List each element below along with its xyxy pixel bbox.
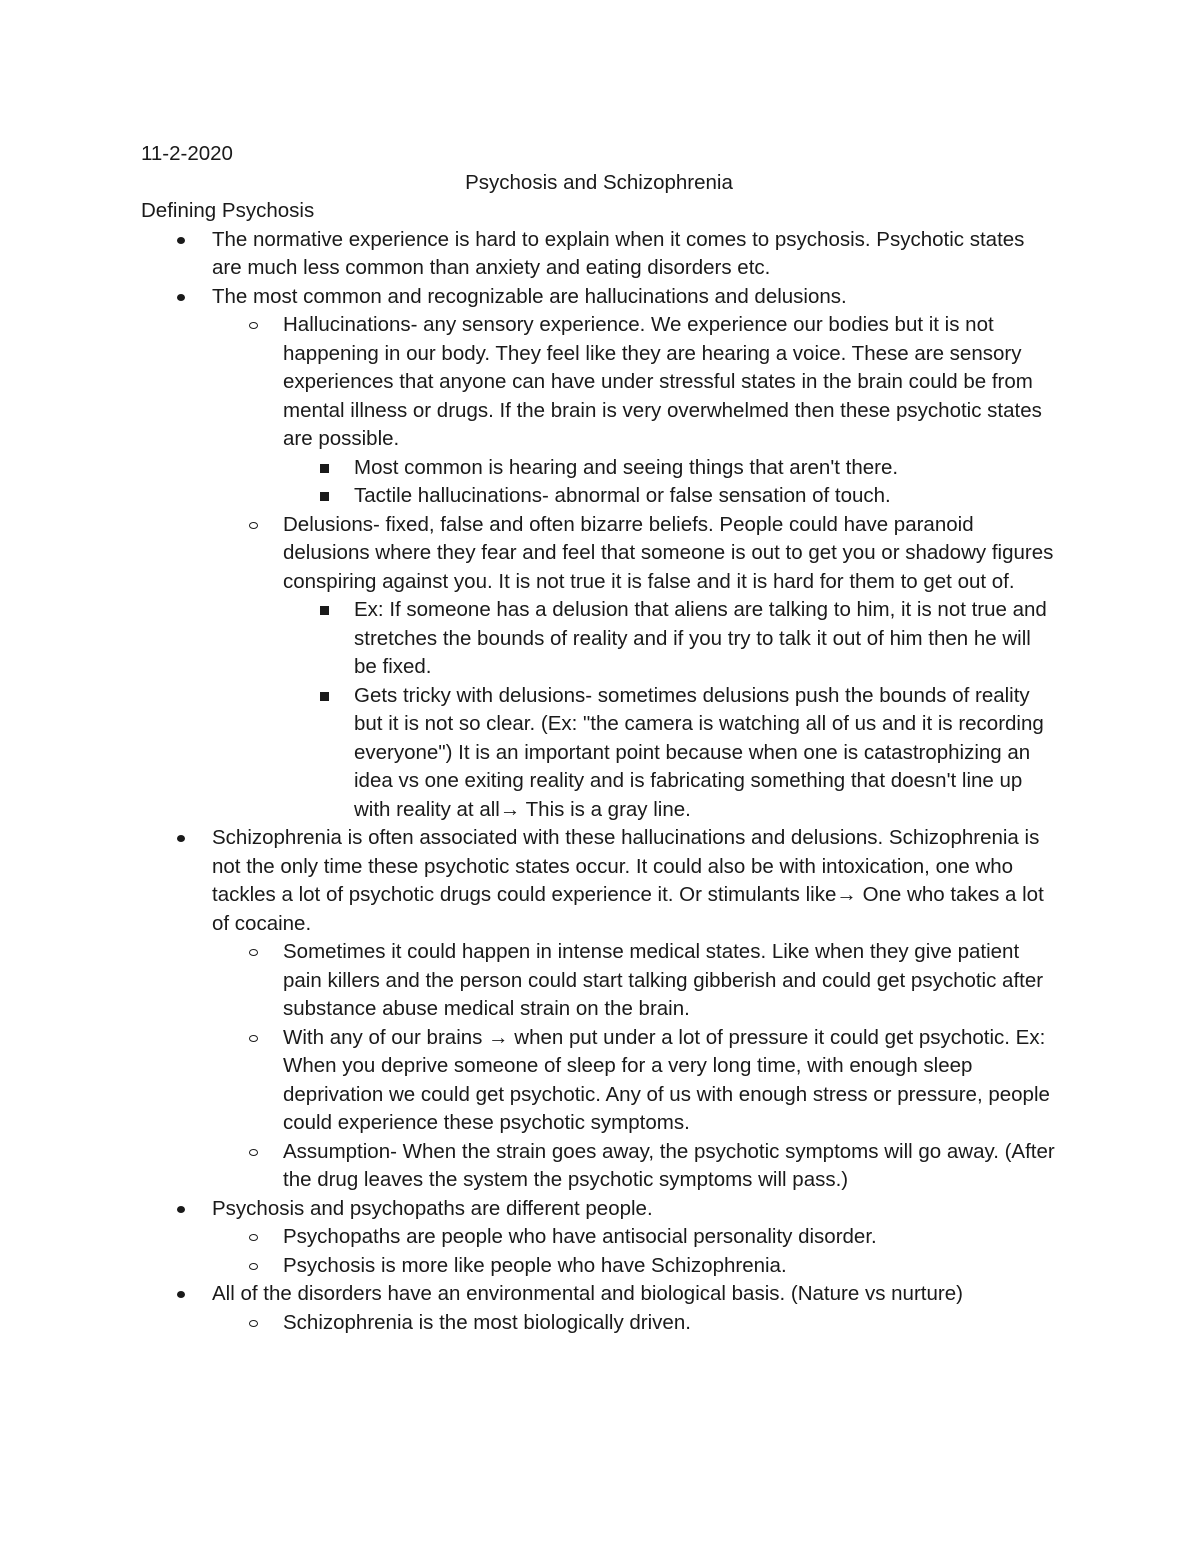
bullet-text: Psychosis and psychopaths are different people. — [212, 1196, 653, 1220]
sub-bullet-list — [141, 938, 1057, 1195]
document-body — [141, 140, 1081, 1337]
bullet-text: Most common is hearing and seeing things that aren't there. — [354, 455, 899, 479]
bullet-text: Delusions- fixed, false and often bizarre beliefs. People could have paranoid delusions where they fear and feel that someone is out to get you or shadowy figures conspiring against you. It is not true it is false and it is hard for them to get out of. — [283, 512, 1054, 593]
sub-bullet-item — [212, 1309, 1057, 1338]
sub-sub-bullet-list — [212, 454, 1057, 511]
document-title: Psychosis and Schizophrenia — [465, 170, 733, 194]
bullet-text: Ex: If someone has a delusion that aliens are talking to him, it is not true and stretches the bounds of reality and if you try to talk it out of him then he will be fixed. — [354, 598, 1047, 678]
circle-bullet-icon — [249, 1149, 258, 1156]
bullet-text: With any of our brains → when put under a lot of pressure it could get psychotic. Ex: When you deprive someone of sleep for a very long time, with enough sleep deprivation we could get psychotic. Any of us with enough stress or pressure, people could experience these psychotic symptoms. — [283, 1025, 1050, 1134]
square-bullet-icon — [320, 606, 329, 615]
document-date: 11-2-2020 — [141, 142, 233, 165]
bullet-item — [141, 283, 1057, 825]
bullet-text: Psychosis is more like people who have Schizophrenia. — [283, 1253, 787, 1277]
square-bullet-icon — [320, 464, 329, 473]
sub-sub-bullet-item — [283, 482, 1057, 511]
bullet-text: The most common and recognizable are hallucinations and delusions. — [212, 284, 847, 308]
bullet-text: Schizophrenia is the most biologically driven. — [283, 1310, 691, 1334]
disc-bullet-icon — [177, 294, 185, 301]
bullet-text: All of the disorders have an environmental and biological basis. (Nature vs nurture) — [212, 1282, 963, 1305]
bullet-text: Hallucinations- any sensory experience. We experience our bodies but it is not happening in our body. They feel like they are hearing a voice. These are sensory experiences that anyone can have under stressful states in the brain could be from mental illness or drugs. If the brain is very overwhelmed then these psychotic states are possible. — [283, 313, 1042, 450]
bullet-item — [141, 824, 1057, 1195]
bullet-text: The normative experience is hard to explain when it comes to psychosis. Psychotic states are much less common than anxiety and eating disorders etc. — [212, 227, 1025, 279]
disc-bullet-icon — [177, 1206, 185, 1213]
section-heading: Defining Psychosis — [141, 199, 315, 222]
circle-bullet-icon — [249, 1035, 258, 1042]
sub-sub-bullet-item — [283, 682, 1057, 825]
sub-bullet-list — [141, 311, 1057, 824]
square-bullet-icon — [320, 492, 329, 501]
circle-bullet-icon — [249, 1234, 258, 1241]
sub-bullet-item — [212, 1223, 1057, 1252]
bullet-text: Assumption- When the strain goes away, the psychotic symptoms will go away. (After the drug leaves the system the psychotic symptoms will pass.) — [283, 1139, 1055, 1191]
sub-bullet-list — [141, 1223, 1057, 1280]
disc-bullet-icon — [177, 1291, 185, 1298]
bullet-text: Sometimes it could happen in intense medical states. Like when they give patient pain killers and the person could start talking gibberish and could get psychotic after substance abuse medical strain on the brain. — [283, 940, 1044, 1020]
bullet-item — [141, 1195, 1057, 1281]
bullet-text: Tactile hallucinations- abnormal or false sensation of touch. — [354, 484, 891, 507]
square-bullet-icon — [320, 692, 329, 701]
bullet-list — [141, 226, 1057, 1338]
sub-bullet-item — [212, 1138, 1057, 1195]
circle-bullet-icon — [249, 1320, 258, 1327]
sub-bullet-item — [212, 511, 1057, 825]
bullet-text: Psychopaths are people who have antisocial personality disorder. — [283, 1225, 877, 1248]
bullet-item — [141, 226, 1057, 283]
sub-bullet-item — [212, 1024, 1057, 1138]
circle-bullet-icon — [249, 322, 258, 329]
circle-bullet-icon — [249, 522, 258, 529]
bullet-text: Schizophrenia is often associated with these hallucinations and delusions. Schizophrenia is not the only time these psychotic states occur. It could also be with intoxication, one who tackles a lot of psychotic drugs could experience it. Or stimulants like→ One who takes a lot of cocaine. — [212, 826, 1044, 935]
disc-bullet-icon — [177, 835, 185, 842]
sub-bullet-item — [212, 1252, 1057, 1281]
sub-sub-bullet-item — [283, 596, 1057, 682]
sub-bullet-item — [212, 938, 1057, 1024]
sub-bullet-item — [212, 311, 1057, 511]
circle-bullet-icon — [249, 1263, 258, 1270]
sub-sub-bullet-item — [283, 454, 1057, 483]
sub-sub-bullet-list — [212, 596, 1057, 824]
disc-bullet-icon — [177, 237, 185, 244]
bullet-item — [141, 1280, 1057, 1337]
bullet-text: Gets tricky with delusions- sometimes delusions push the bounds of reality but it is not so clear. (Ex: "the camera is watching all of us and it is recording everyone") It is an important point because when one is catastrophizing an idea vs one exiting reality and is fabricating something that doesn't line up with reality at all→ This is a gray line. — [354, 683, 1044, 821]
sub-bullet-list — [141, 1309, 1057, 1338]
circle-bullet-icon — [249, 949, 258, 956]
